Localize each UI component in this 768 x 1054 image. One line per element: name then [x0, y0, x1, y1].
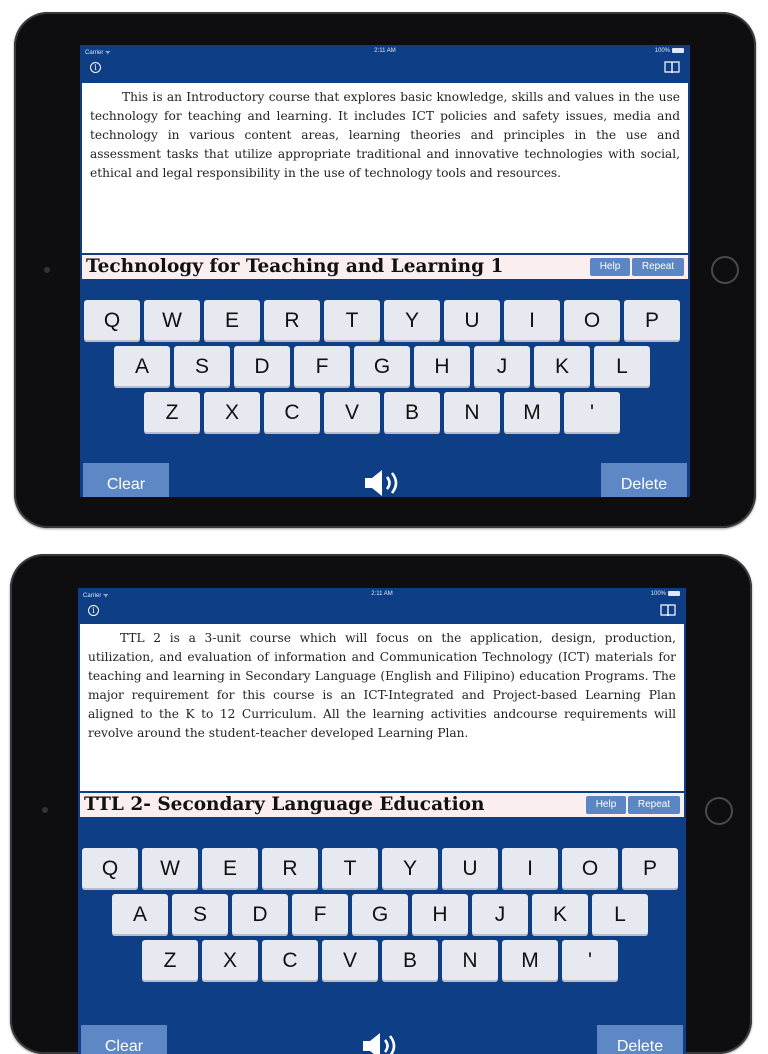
repeat-button[interactable]: Repeat: [632, 258, 684, 276]
key-a[interactable]: A: [114, 346, 170, 388]
key-s[interactable]: S: [172, 894, 228, 936]
key-b[interactable]: B: [384, 392, 440, 434]
key-s[interactable]: S: [174, 346, 230, 388]
key-z[interactable]: Z: [142, 940, 198, 982]
key-h[interactable]: H: [412, 894, 468, 936]
course-title: Technology for Teaching and Learning 1: [86, 256, 504, 277]
key-v[interactable]: V: [322, 940, 378, 982]
home-button[interactable]: [711, 256, 739, 284]
key-a[interactable]: A: [112, 894, 168, 936]
info-icon[interactable]: i: [90, 62, 101, 73]
key-r[interactable]: R: [264, 300, 320, 342]
book-icon[interactable]: [664, 61, 680, 74]
key-g[interactable]: G: [352, 894, 408, 936]
key-u[interactable]: U: [442, 848, 498, 890]
carrier-label: Carrier ᯤ: [83, 593, 109, 599]
key-q[interactable]: Q: [82, 848, 138, 890]
delete-button[interactable]: Delete: [601, 463, 687, 497]
key-u[interactable]: U: [444, 300, 500, 342]
battery-label: 100%: [654, 48, 670, 54]
course-title: TTL 2- Secondary Language Education: [84, 794, 485, 815]
key-i[interactable]: I: [504, 300, 560, 342]
key-h[interactable]: H: [414, 346, 470, 388]
key-b[interactable]: B: [382, 940, 438, 982]
key-f[interactable]: F: [292, 894, 348, 936]
key-d[interactable]: D: [234, 346, 290, 388]
key-x[interactable]: X: [204, 392, 260, 434]
key-y[interactable]: Y: [382, 848, 438, 890]
delete-button[interactable]: Delete: [597, 1025, 683, 1054]
battery-status: [655, 48, 684, 54]
app-screen: [80, 45, 690, 497]
key-e[interactable]: E: [204, 300, 260, 342]
info-icon[interactable]: i: [88, 605, 99, 616]
status-bar: [78, 588, 686, 602]
course-description: This is an Introductory course that explores basic knowledge, skills and values in the use technology for teaching and learning. It includes ICT policies and safety issues, media and technology in various content areas, learning theories and principles in the use and assessment tasks that utilize appropriate traditional and innovative technologies with social, ethical and legal responsibility in the use of technology tools and resources.: [82, 83, 688, 253]
key-m[interactable]: M: [504, 392, 560, 434]
key-l[interactable]: L: [594, 346, 650, 388]
key-p[interactable]: P: [624, 300, 680, 342]
key-apostrophe[interactable]: ': [562, 940, 618, 982]
key-q[interactable]: Q: [84, 300, 140, 342]
key-g[interactable]: G: [354, 346, 410, 388]
key-m[interactable]: M: [502, 940, 558, 982]
key-d[interactable]: D: [232, 894, 288, 936]
status-time: 2:11 AM: [371, 591, 393, 597]
title-bar: [80, 793, 684, 817]
key-c[interactable]: C: [262, 940, 318, 982]
key-n[interactable]: N: [444, 392, 500, 434]
carrier-label: Carrier ᯤ: [85, 50, 111, 56]
key-apostrophe[interactable]: ': [564, 392, 620, 434]
key-o[interactable]: O: [564, 300, 620, 342]
repeat-button[interactable]: Repeat: [628, 796, 680, 814]
key-v[interactable]: V: [324, 392, 380, 434]
tablet-frame: [10, 554, 752, 1054]
key-k[interactable]: K: [532, 894, 588, 936]
key-k[interactable]: K: [534, 346, 590, 388]
status-bar: [80, 45, 690, 59]
camera-dot: [42, 807, 48, 813]
app-screen: [78, 588, 686, 1054]
battery-icon: [668, 591, 680, 596]
clear-button[interactable]: Clear: [83, 463, 169, 497]
key-x[interactable]: X: [202, 940, 258, 982]
key-w[interactable]: W: [144, 300, 200, 342]
tablet-frame: [14, 12, 756, 528]
key-z[interactable]: Z: [144, 392, 200, 434]
key-t[interactable]: T: [324, 300, 380, 342]
course-description: TTL 2 is a 3-unit course which will focus on the application, design, production, utilization, and evaluation of information and Communication Technology (ICT) materials for teaching and learning in Secondary Language (English and Filipino) education Programs. The major requirement for this course is an ICT-Integrated and Project-based Learning Plan aligned to the K to 12 Curriculum. All the learning activities andcourse requirements will revolve around the student-teacher developed Learning Plan.: [80, 624, 684, 791]
battery-label: 100%: [650, 591, 666, 597]
key-n[interactable]: N: [442, 940, 498, 982]
title-bar: [82, 255, 688, 279]
speaker-icon[interactable]: [361, 1029, 405, 1054]
key-f[interactable]: F: [294, 346, 350, 388]
speaker-icon[interactable]: [363, 466, 407, 497]
key-j[interactable]: J: [474, 346, 530, 388]
help-button[interactable]: Help: [586, 796, 626, 814]
battery-status: [651, 591, 680, 597]
book-icon[interactable]: [660, 604, 676, 617]
camera-dot: [44, 267, 50, 273]
help-button[interactable]: Help: [590, 258, 630, 276]
key-c[interactable]: C: [264, 392, 320, 434]
status-time: 2:11 AM: [374, 48, 396, 54]
key-t[interactable]: T: [322, 848, 378, 890]
key-o[interactable]: O: [562, 848, 618, 890]
key-w[interactable]: W: [142, 848, 198, 890]
key-i[interactable]: I: [502, 848, 558, 890]
key-p[interactable]: P: [622, 848, 678, 890]
key-r[interactable]: R: [262, 848, 318, 890]
key-y[interactable]: Y: [384, 300, 440, 342]
battery-icon: [672, 48, 684, 53]
key-e[interactable]: E: [202, 848, 258, 890]
clear-button[interactable]: Clear: [81, 1025, 167, 1054]
key-j[interactable]: J: [472, 894, 528, 936]
key-l[interactable]: L: [592, 894, 648, 936]
home-button[interactable]: [705, 797, 733, 825]
